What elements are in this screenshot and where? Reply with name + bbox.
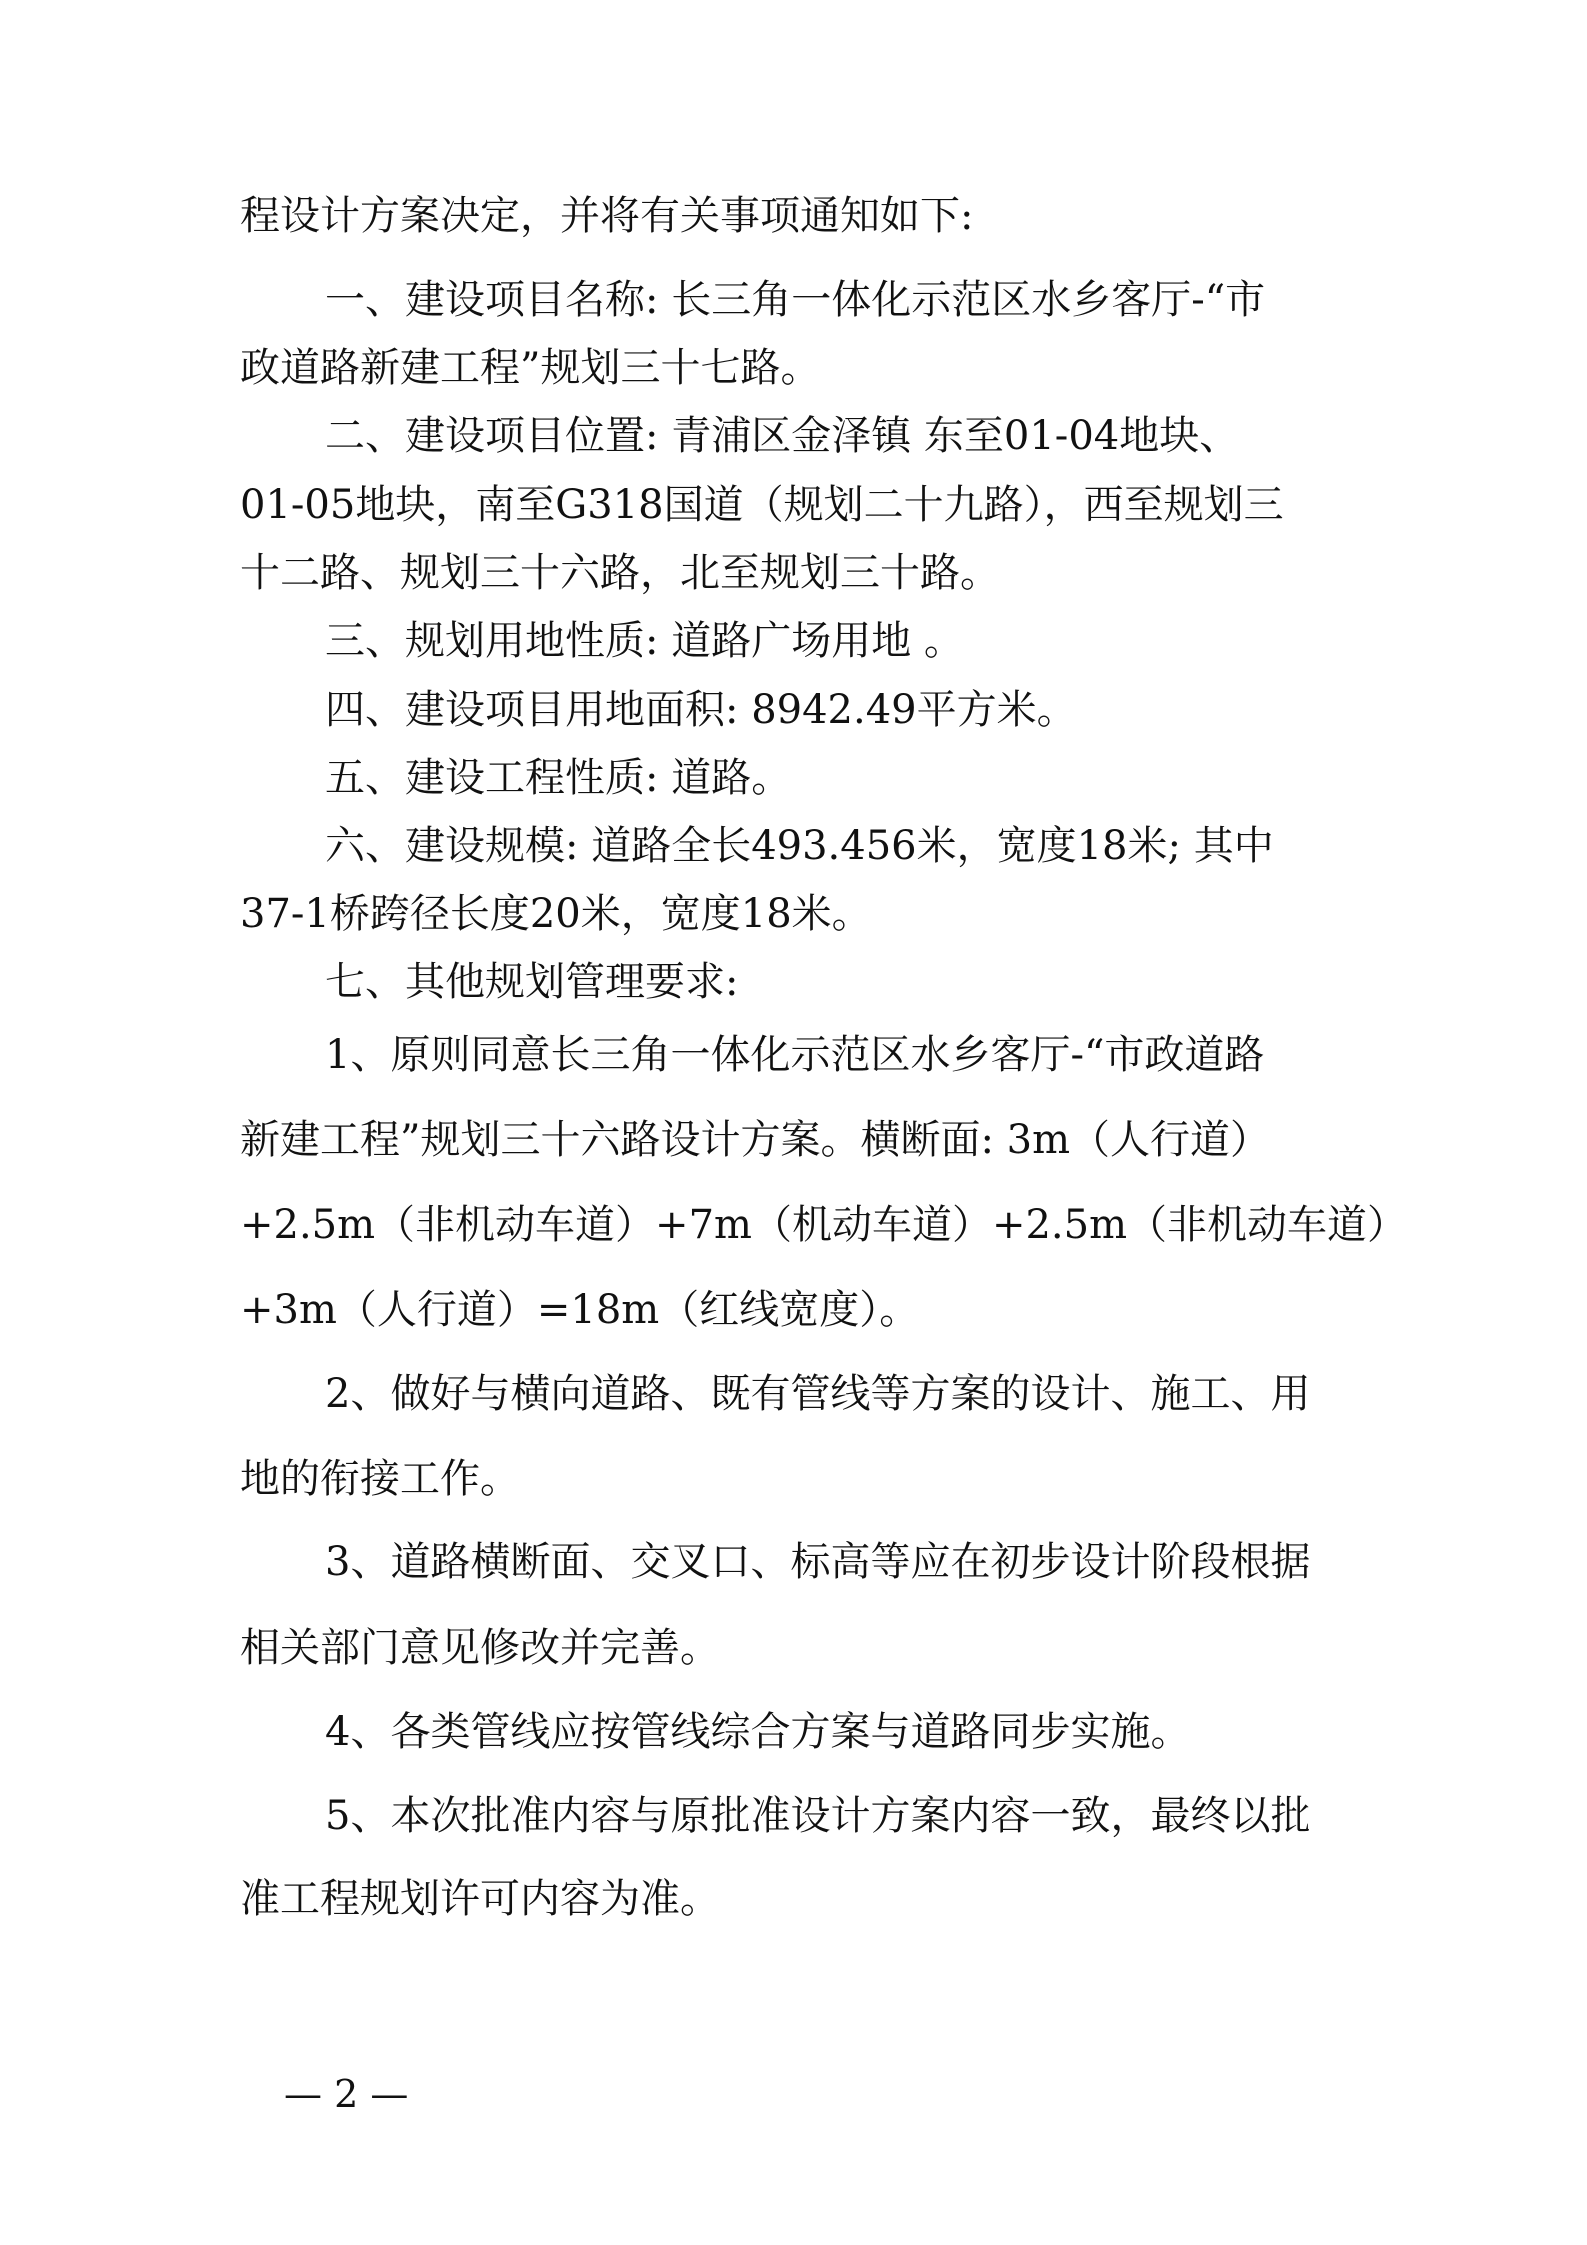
text-line-10: 六、建设规模: 道路全长493.456米，宽度18米; 其中 — [325, 823, 1274, 869]
text-line-23: 准工程规划许可内容为准。 — [240, 1876, 720, 1922]
text-line-2: 一、建设项目名称: 长三角一体化示范区水乡客厅-“市 — [325, 277, 1266, 323]
text-line-11: 37-1桥跨径长度20米，宽度18米。 — [240, 891, 872, 937]
text-line-21: 4、各类管线应按管线综合方案与道路同步实施。 — [325, 1709, 1191, 1755]
text-line-4: 二、建设项目位置: 青浦区金泽镇 东至01-04地块、 — [325, 413, 1240, 459]
text-line-9: 五、建设工程性质: 道路。 — [325, 755, 792, 801]
text-line-13: 1、原则同意长三角一体化示范区水乡客厅-“市政道路 — [325, 1032, 1265, 1078]
text-line-6: 十二路、规划三十六路，北至规划三十路。 — [240, 550, 1000, 596]
text-line-22: 5、本次批准内容与原批准设计方案内容一致，最终以批 — [325, 1793, 1311, 1839]
text-line-15: +2.5m（非机动车道）+7m（机动车道）+2.5m（非机动车道） — [240, 1202, 1408, 1248]
text-line-19: 3、道路横断面、交叉口、标高等应在初步设计阶段根据 — [325, 1539, 1311, 1585]
text-line-5: 01-05地块，南至G318国道（规划二十九路），西至规划三 — [240, 482, 1284, 528]
text-line-16: +3m（人行道）=18m（红线宽度）。 — [240, 1287, 920, 1333]
text-line-12: 七、其他规划管理要求: — [325, 959, 739, 1005]
text-line-18: 地的衔接工作。 — [240, 1456, 520, 1502]
text-line-8: 四、建设项目用地面积: 8942.49平方米。 — [325, 687, 1077, 733]
text-line-14: 新建工程”规划三十六路设计方案。横断面: 3m（人行道） — [240, 1117, 1271, 1163]
text-line-3: 政道路新建工程”规划三十七路。 — [240, 345, 821, 391]
text-line-7: 三、规划用地性质: 道路广场用地 。 — [325, 618, 964, 664]
text-line-20: 相关部门意见修改并完善。 — [240, 1625, 720, 1671]
text-line-1: 程设计方案决定，并将有关事项通知如下: — [240, 193, 974, 239]
text-line-17: 2、做好与横向道路、既有管线等方案的设计、施工、用 — [325, 1371, 1311, 1417]
page-number: — 2 — — [284, 2072, 409, 2116]
